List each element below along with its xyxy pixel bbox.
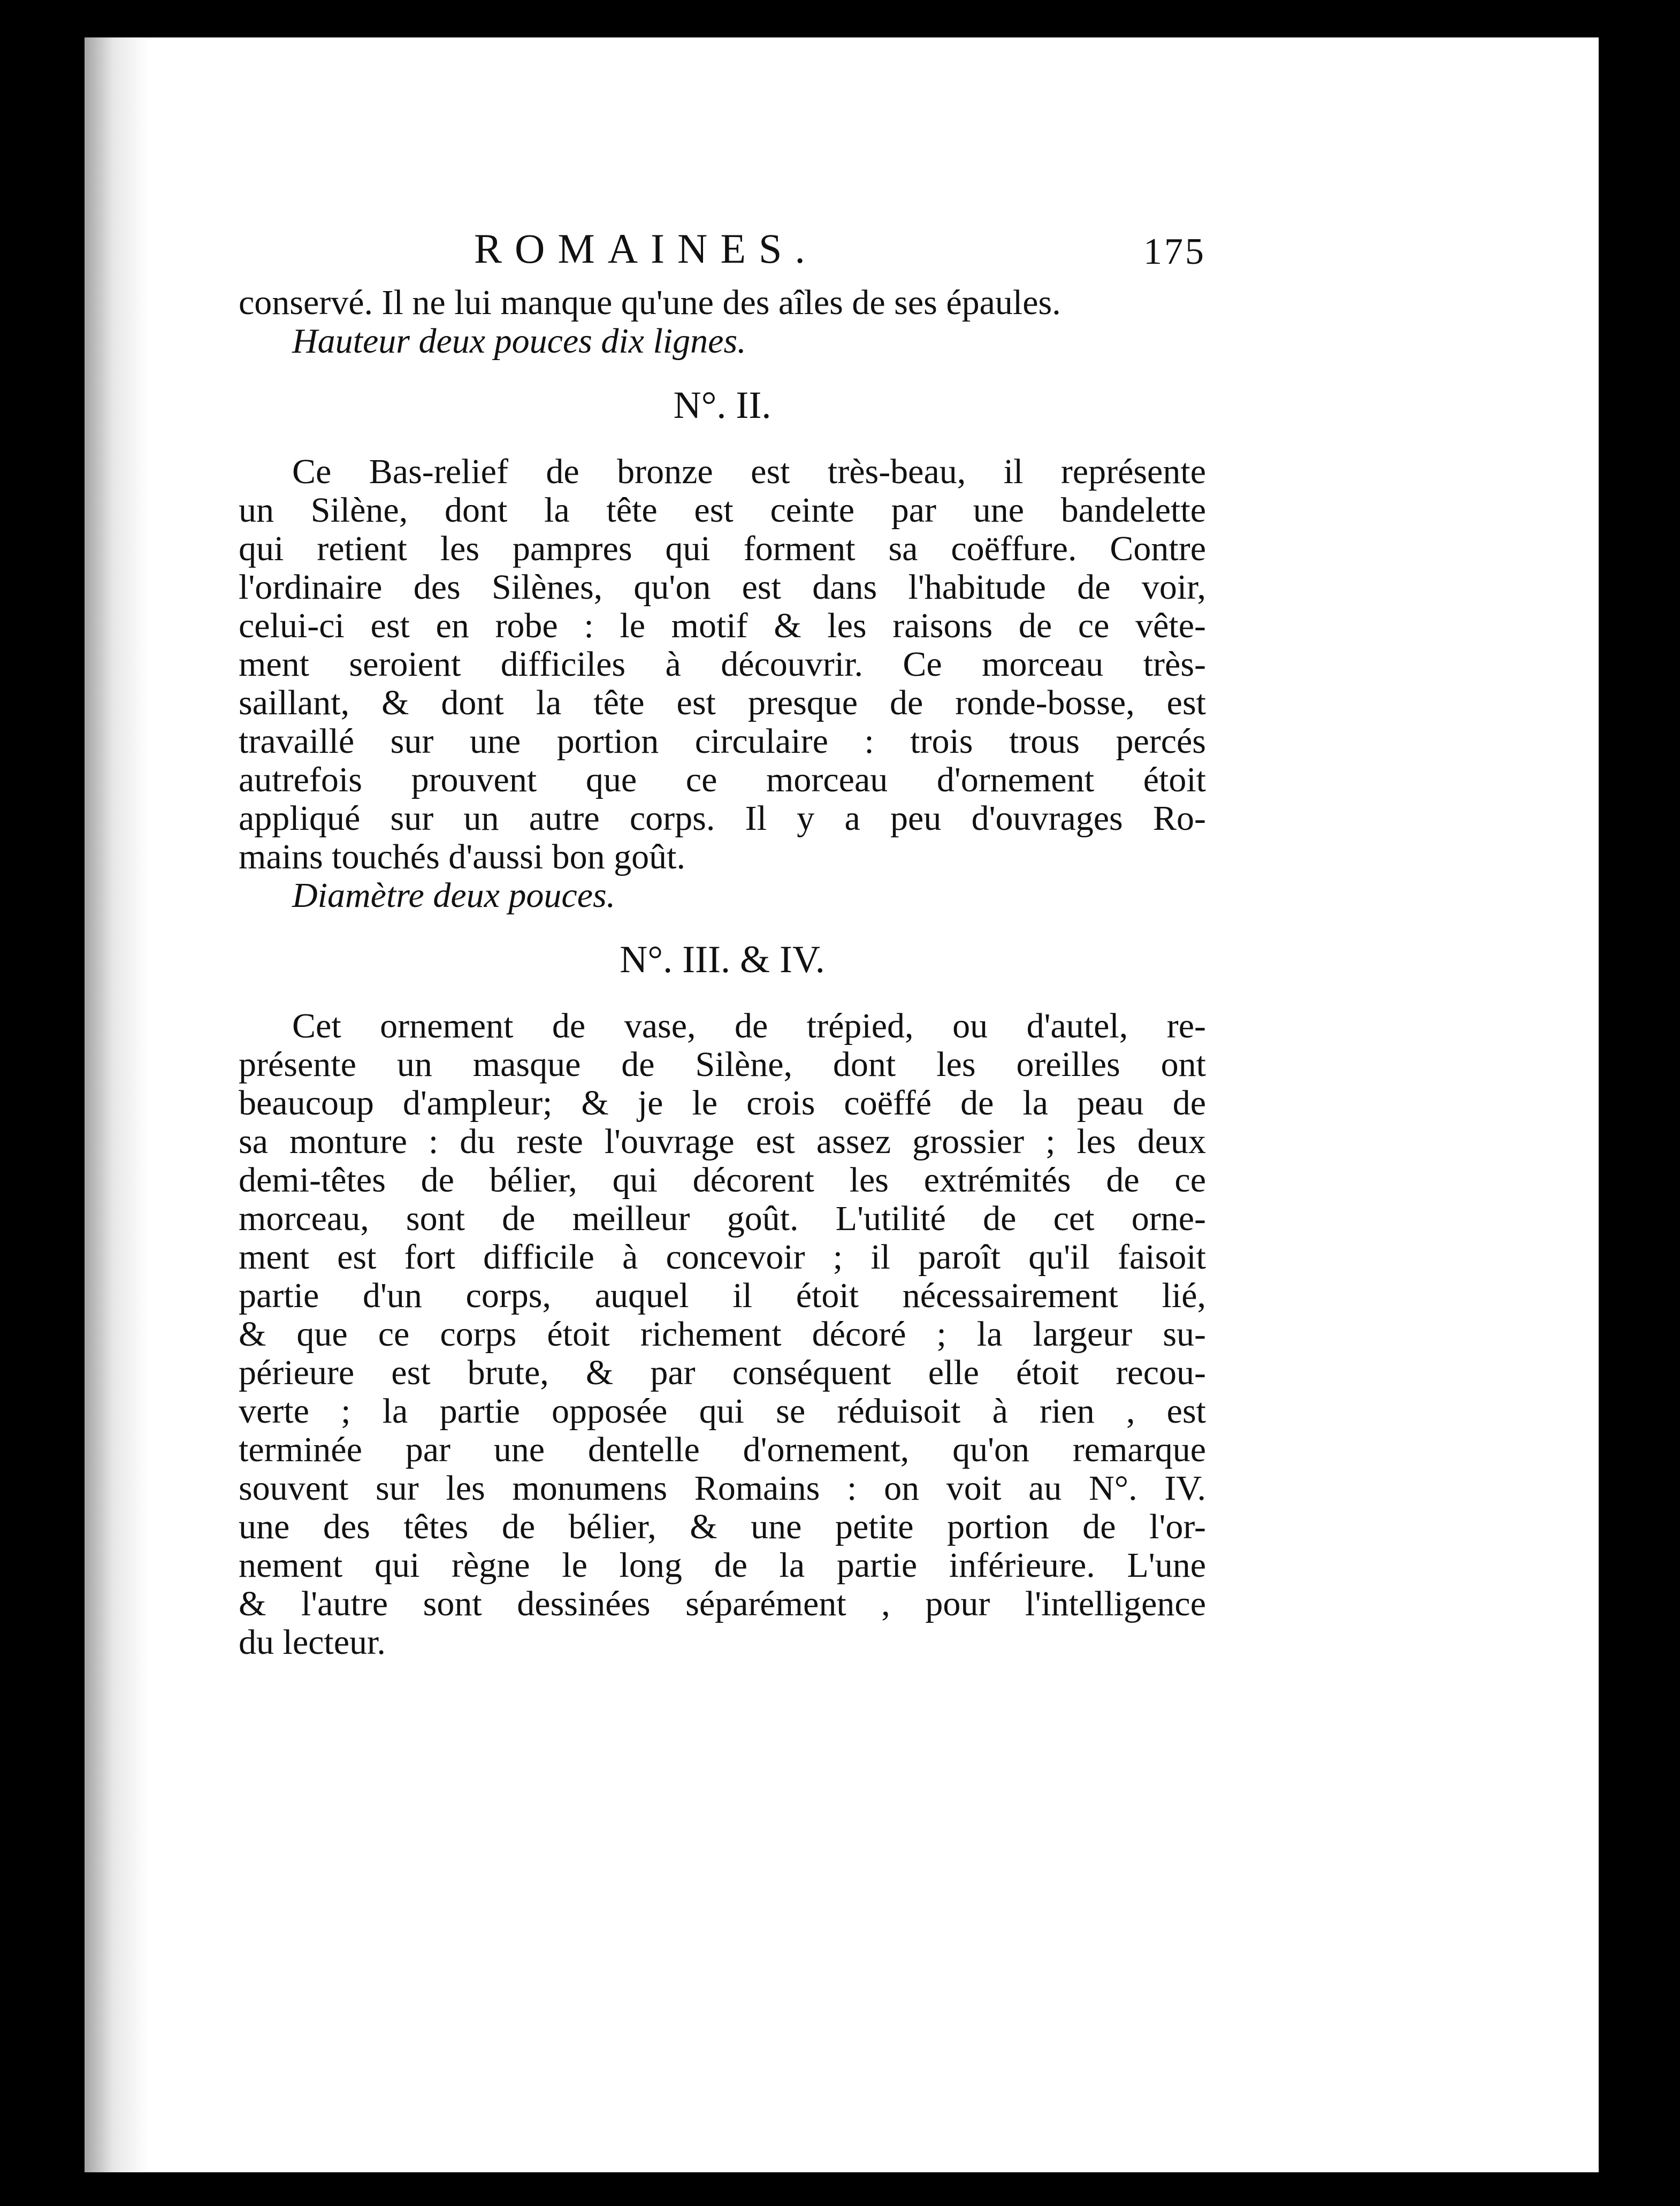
section-2-paragraph bbox=[239, 453, 1206, 915]
text-line: périeure est brute, & par conséquent elle étoit recou- bbox=[239, 1353, 1206, 1392]
section-heading-2: N°. II. bbox=[673, 384, 772, 426]
text-line: l'ordinaire des Silènes, qu'on est dans l'habitude de voir, bbox=[239, 568, 1206, 607]
text-line: saillant, & dont la tête est presque de ronde-bosse, est bbox=[239, 683, 1206, 722]
text-line: terminée par une dentelle d'ornement, qu'on remarque bbox=[239, 1430, 1206, 1469]
text-block bbox=[239, 219, 1206, 1662]
text-line: Ce Bas-relief de bronze est très-beau, il représente bbox=[292, 452, 1206, 491]
intro-paragraph bbox=[239, 284, 1206, 361]
text-line: morceau, sont de meilleur goût. L'utilité de cet orne- bbox=[239, 1199, 1206, 1238]
text-line: beaucoup d'ampleur; & je le crois coëffé de la peau de bbox=[239, 1083, 1206, 1123]
text-line: appliqué sur un autre corps. Il y a peu d'ouvrages Ro- bbox=[239, 799, 1206, 838]
book-page bbox=[85, 37, 1599, 2172]
text-line: ment seroient difficiles à découvrir. Ce morceau très- bbox=[239, 645, 1206, 684]
text-line: partie d'un corps, auquel il étoit nécessairement lié, bbox=[239, 1276, 1206, 1315]
text-line: un Silène, dont la tête est ceinte par une bandelette bbox=[239, 491, 1206, 530]
text-line: celui-ci est en robe : le motif & les raisons de ce vête- bbox=[239, 606, 1206, 645]
text-line: travaillé sur une portion circulaire : trois trous percés bbox=[239, 722, 1206, 761]
text-line: qui retient les pampres qui forment sa coëffure. Contre bbox=[239, 529, 1206, 568]
text-line: souvent sur les monumens Romains : on voit au N°. IV. bbox=[239, 1469, 1206, 1508]
text-line: verte ; la partie opposée qui se réduisoit à rien , est bbox=[239, 1392, 1206, 1431]
running-title: ROMAINES. bbox=[474, 225, 818, 272]
text-line: conservé. Il ne lui manque qu'une des aîles de ses épaules. bbox=[239, 283, 1061, 322]
text-line: ment est fort difficile à concevoir ; il paroît qu'il faisoit bbox=[239, 1238, 1206, 1277]
text-line: & l'autre sont dessinées séparément , pour l'intelligence bbox=[239, 1584, 1206, 1623]
text-line: Cet ornement de vase, de trépied, ou d'autel, re- bbox=[292, 1006, 1206, 1045]
text-line: présente un masque de Silène, dont les oreilles ont bbox=[239, 1045, 1206, 1084]
text-line: une des têtes de bélier, & une petite portion de l'or- bbox=[239, 1507, 1206, 1546]
text-line: sa monture : du reste l'ouvrage est assez grossier ; les deux bbox=[239, 1122, 1206, 1161]
measure-line: Diamètre deux pouces. bbox=[292, 876, 616, 915]
text-line: du lecteur. bbox=[239, 1623, 386, 1662]
text-line: nement qui règne le long de la partie inférieure. L'une bbox=[239, 1546, 1206, 1585]
running-head bbox=[239, 219, 1206, 284]
text-line: mains touchés d'aussi bon goût. bbox=[239, 837, 685, 876]
page-number: 175 bbox=[1143, 231, 1206, 272]
page-edge-shadow bbox=[85, 37, 149, 2172]
section-heading-3-4: N°. III. & IV. bbox=[620, 938, 825, 981]
measure-line: Hauteur deux pouces dix lignes. bbox=[292, 322, 746, 361]
text-line: & que ce corps étoit richement décoré ; la largeur su- bbox=[239, 1315, 1206, 1354]
text-line: demi-têtes de bélier, qui décorent les extrémités de ce bbox=[239, 1161, 1206, 1200]
text-line: autrefois prouvent que ce morceau d'ornement étoit bbox=[239, 760, 1206, 799]
section-3-4-paragraph bbox=[239, 1007, 1206, 1662]
